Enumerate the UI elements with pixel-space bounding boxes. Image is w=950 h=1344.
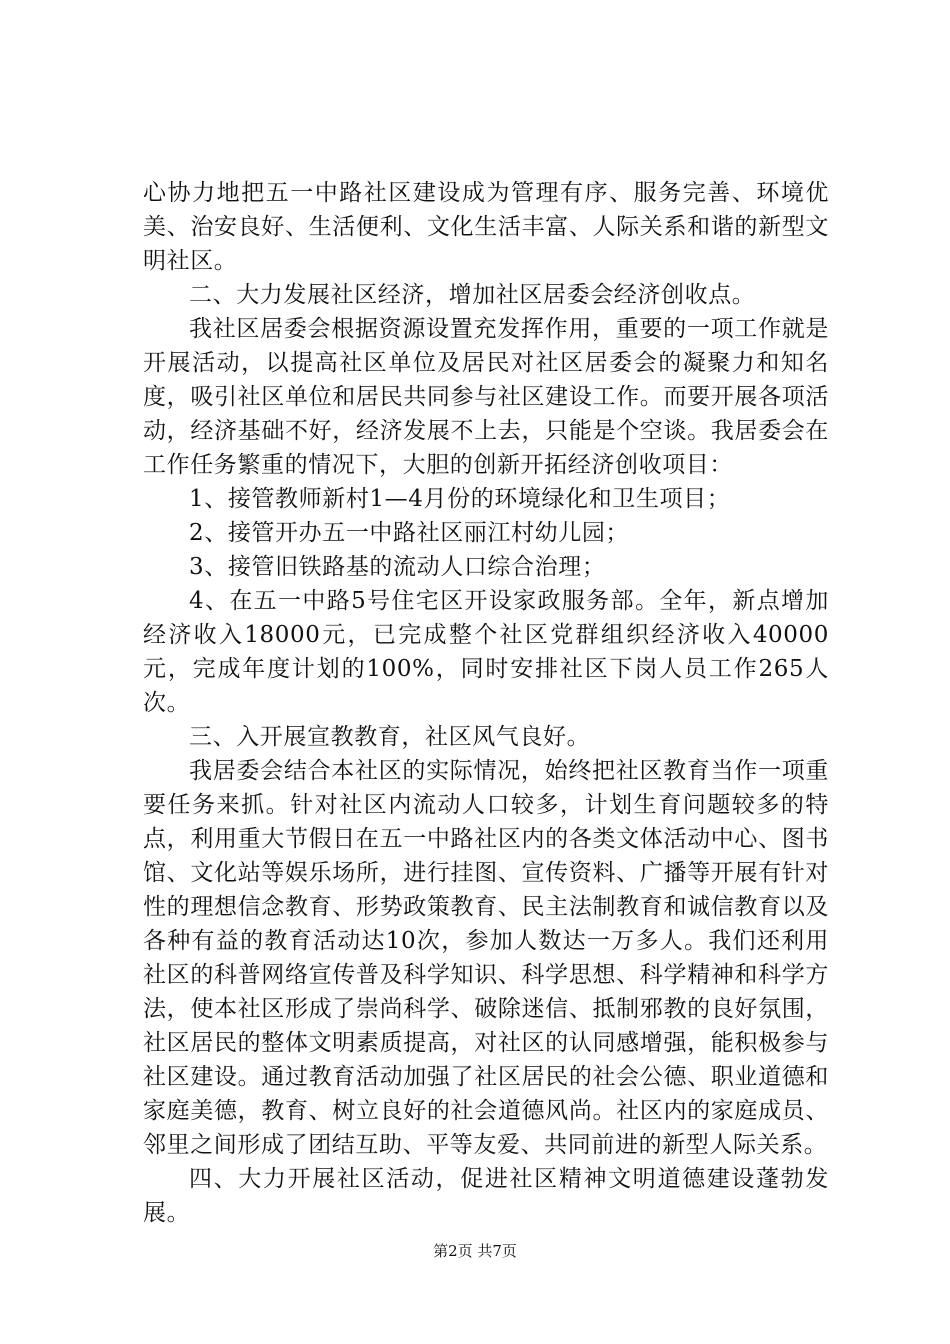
list-item-2: 2、接管开办五一中路社区丽江村幼儿园； [189,520,630,546]
paragraph-education: 我居委会结合本社区的实际情况，始终把社区教育当作一项重要任务来抓。针对社区内流动人口较多，计划生育问题较多的特点，利用重大节假日在五一中路社区内的各类文体活动中心、图书馆、文化站等娱乐场所，进行挂图、宣传资料、广播等开展有针对性的理想信念教育、形势政策教育、民主法制教育和诚信教育以及各种有益的教育活动达10次，参加人数达一万多人。我们还利用社区的科普网络宣传普及科学知识、科学思想、科学精神和科学方法，使本社区形成了崇尚科学、破除迷信、抵制邪教的良好氛围，社区居民的整体文明素质提高，对社区的认同感增强，能积极参与社区建设。通过教育活动加强了社区居民的社会公德、职业道德和家庭美德，教育、树立良好的社会道德风尚。社区内的家庭成员、邻里之间形成了团结互助、平等友爱、共同前进的新型人际关系。 [143,758,829,1158]
page-number-footer: 第2页 共7页 [433,1242,517,1260]
section-heading-2: 二、大力发展社区经济，增加社区居委会经济创收点。 [189,282,756,308]
section-heading-4: 四、大力开展社区活动，促进社区精神文明道德建设蓬勃发展。 [143,1166,829,1226]
paragraph-economy: 我社区居委会根据资源设置充发挥作用，重要的一项工作就是开展活动，以提高社区单位及居民对社区居委会的凝聚力和知名度，吸引社区单位和居民共同参与社区建设工作。而要开展各项活动，经济基础不好，经济发展不上去，只能是个空谈。我居委会在工作任务繁重的情况下，大胆的创新开拓经济创收项目： [143,316,829,478]
document-body [143,176,829,1230]
paragraph-continuation: 心协力地把五一中路社区建设成为管理有序、服务完善、环境优美、治安良好、生活便利、文化生活丰富、人际关系和谐的新型文明社区。 [143,180,829,274]
list-item-4: 4、在五一中路5号住宅区开设家政服务部。全年，新点增加经济收入18000元，已完成整个社区党群组织经济收入40000元，完成年度计划的100%，同时安排社区下岗人员工作265人次。 [143,588,829,716]
section-heading-3: 三、入开展宣教教育，社区风气良好。 [189,724,591,750]
list-item-3: 3、接管旧铁路基的流动人口综合治理； [189,554,606,580]
list-item-1: 1、接管教师新村1—4月份的环境绿化和卫生项目； [189,486,731,512]
